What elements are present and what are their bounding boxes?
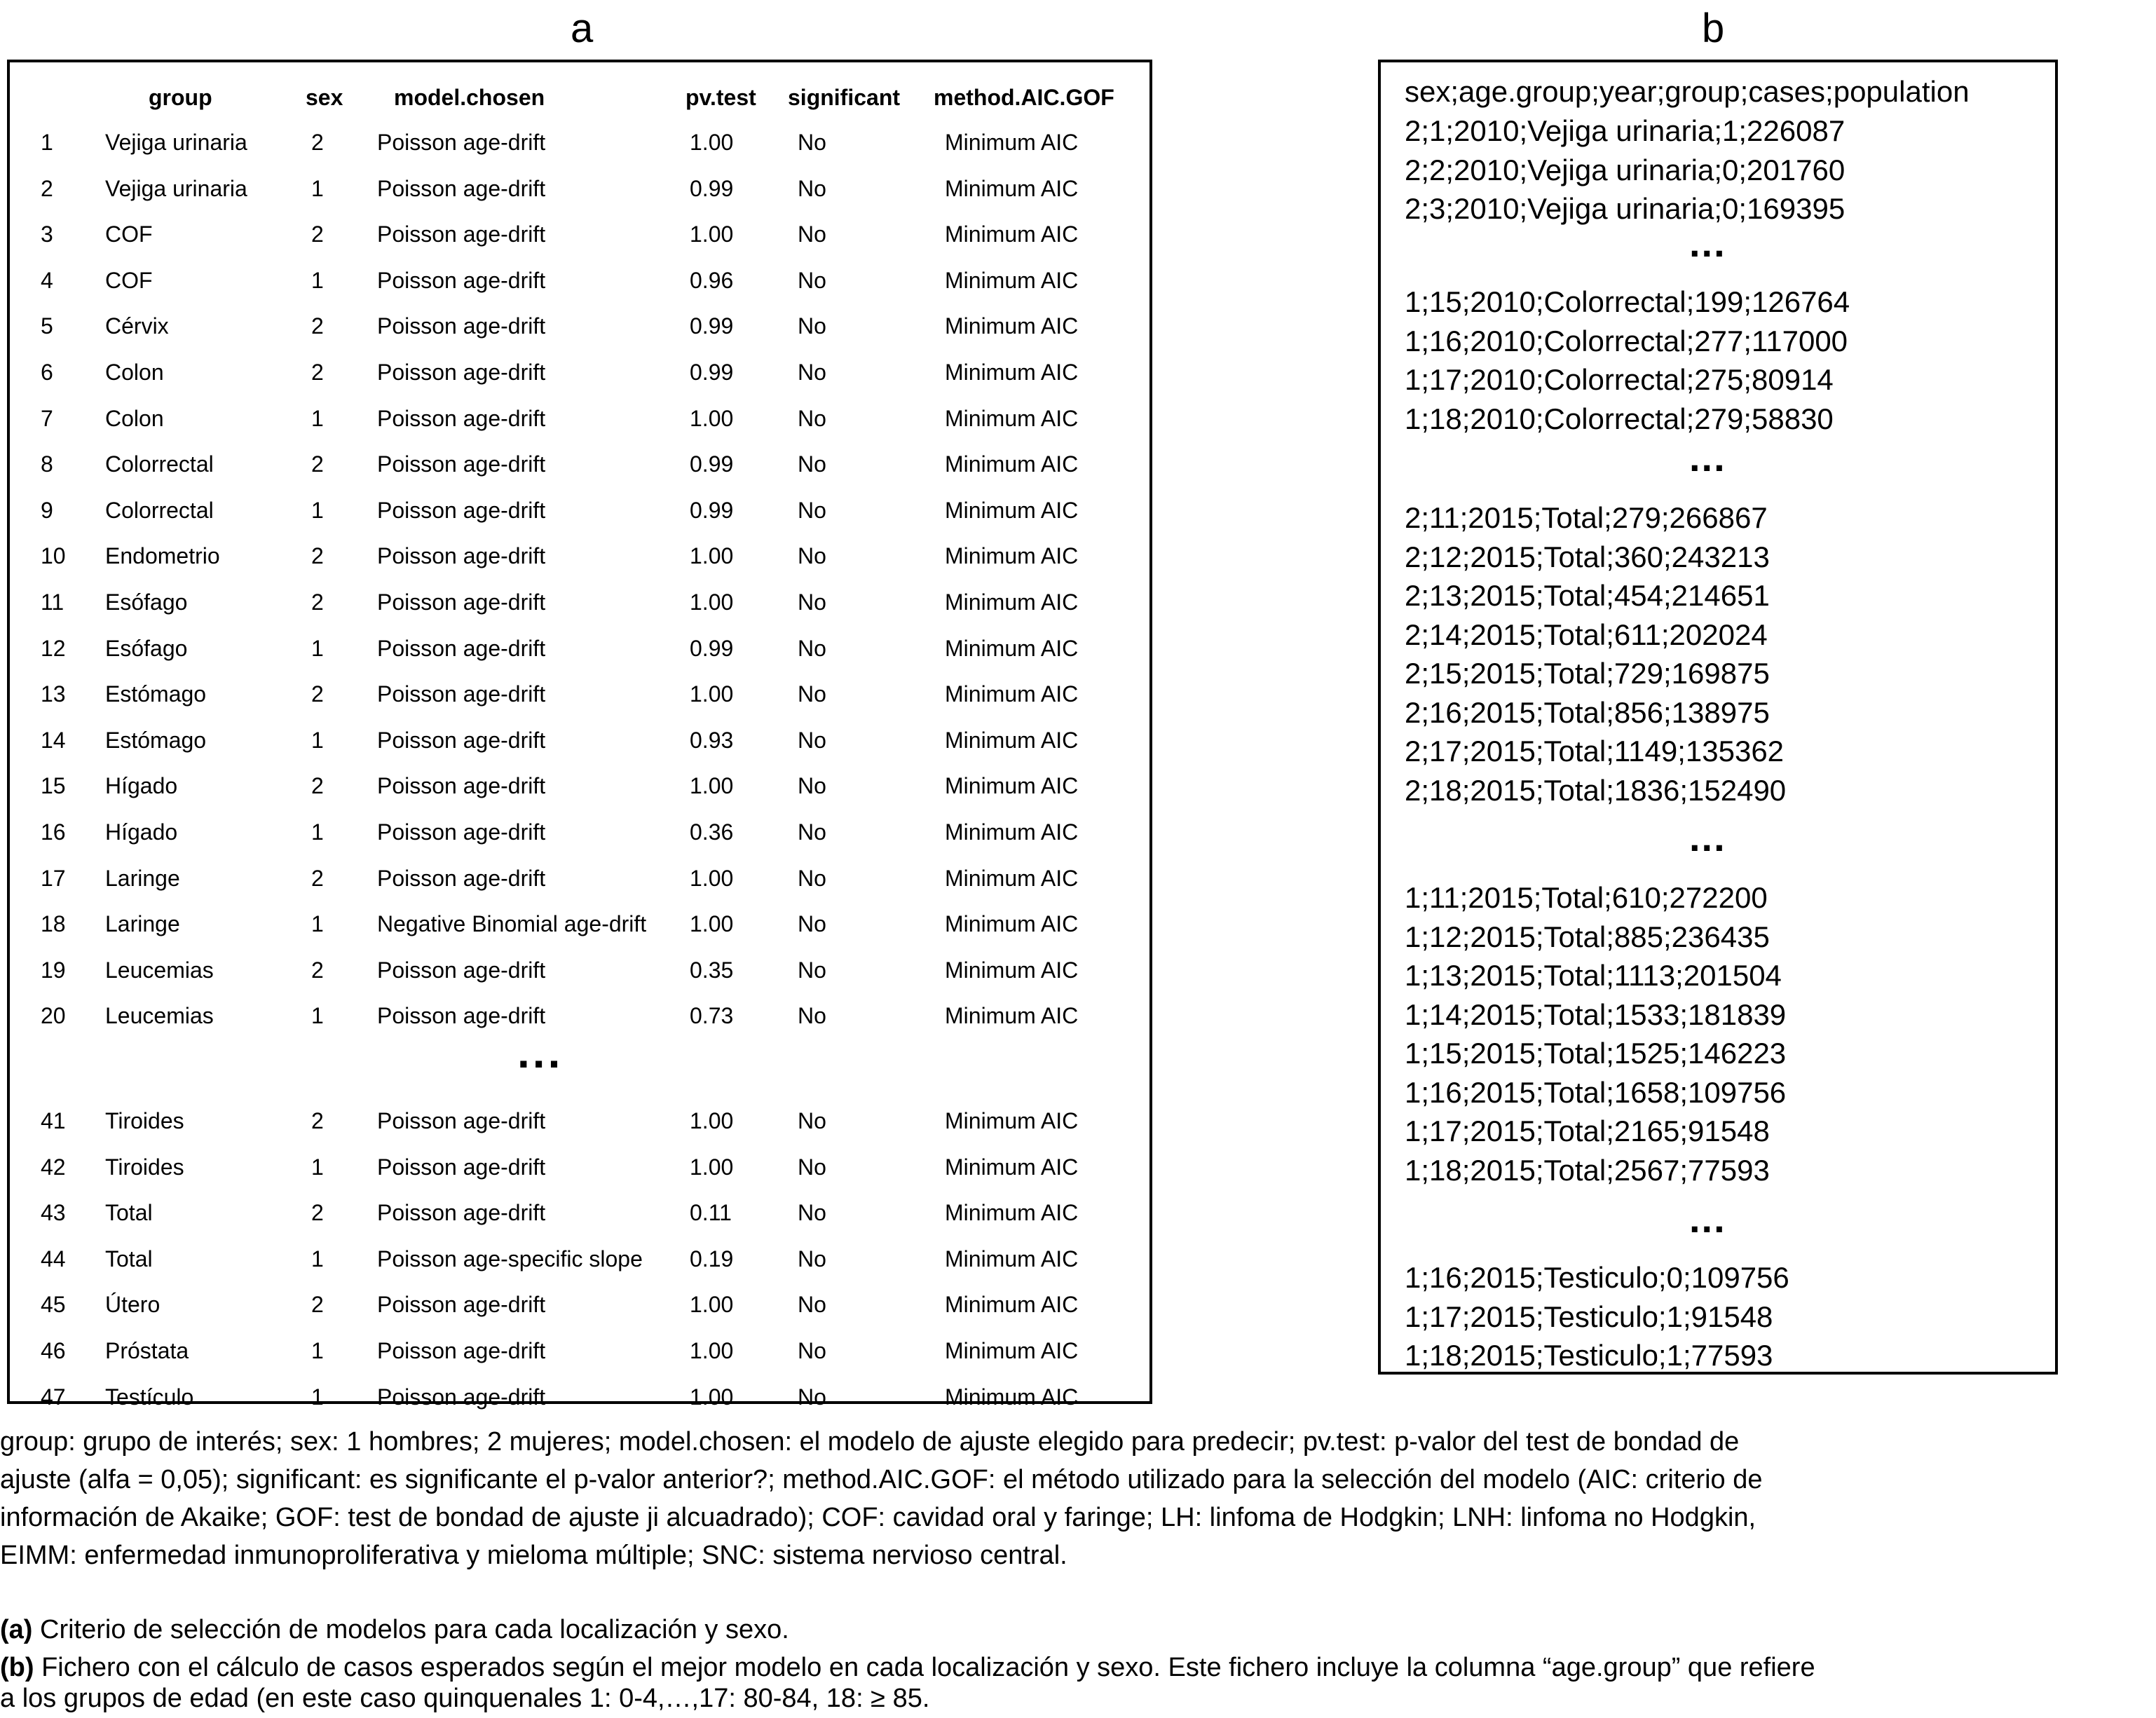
file-line: 1;16;2010;Colorrectal;277;117000 bbox=[1405, 324, 1848, 357]
row-index: 3 bbox=[41, 221, 53, 247]
file-line: 1;12;2015;Total;885;236435 bbox=[1405, 920, 1770, 953]
panel-a-letter: a bbox=[571, 6, 594, 51]
row-method: Minimum AIC bbox=[945, 727, 1079, 753]
row-group: Estómago bbox=[105, 727, 207, 753]
row-index: 45 bbox=[41, 1292, 66, 1318]
file-line: 1;17;2015;Total;2165;91548 bbox=[1405, 1114, 1770, 1147]
row-index: 5 bbox=[41, 313, 53, 339]
row-group: Vejiga urinaria bbox=[105, 130, 247, 155]
panel-a-table bbox=[7, 60, 1152, 1410]
row-index: 4 bbox=[41, 267, 53, 293]
row-significant: No bbox=[798, 1200, 826, 1226]
file-line: 1;11;2015;Total;610;272200 bbox=[1405, 881, 1768, 914]
row-group: Esófago bbox=[105, 635, 188, 661]
header-significant: significant bbox=[788, 85, 901, 110]
row-pvalue: 0.96 bbox=[690, 267, 734, 293]
table-ellipsis: ... bbox=[517, 1027, 564, 1077]
row-sex: 2 bbox=[311, 957, 324, 983]
file-header-line: sex;age.group;year;group;cases;population bbox=[1405, 75, 1970, 108]
row-significant: No bbox=[798, 221, 826, 247]
caption-a-label: (a) bbox=[0, 1615, 33, 1644]
row-sex: 2 bbox=[311, 221, 324, 247]
row-sex: 2 bbox=[311, 1108, 324, 1133]
row-model: Poisson age-drift bbox=[377, 1154, 546, 1180]
row-significant: No bbox=[798, 1003, 826, 1029]
row-group: COF bbox=[105, 221, 153, 247]
row-pvalue: 0.99 bbox=[690, 360, 734, 385]
row-pvalue: 0.99 bbox=[690, 313, 734, 339]
row-model: Poisson age-drift bbox=[377, 221, 546, 247]
table-row bbox=[10, 1145, 1149, 1189]
file-line: 2;18;2015;Total;1836;152490 bbox=[1405, 773, 1787, 807]
row-significant: No bbox=[798, 130, 826, 155]
panel-b-file bbox=[1378, 60, 2058, 1375]
caption-a bbox=[0, 1611, 2156, 1649]
row-significant: No bbox=[798, 957, 826, 983]
row-pvalue: 0.99 bbox=[690, 497, 734, 523]
table-header-row bbox=[10, 75, 1149, 120]
header-group: group bbox=[149, 85, 212, 110]
row-model: Poisson age-drift bbox=[377, 175, 546, 201]
row-significant: No bbox=[798, 267, 826, 293]
row-method: Minimum AIC bbox=[945, 1338, 1079, 1363]
row-significant: No bbox=[798, 1384, 826, 1410]
file-line: 2;14;2015;Total;611;202024 bbox=[1405, 618, 1768, 651]
file-line: 1;18;2010;Colorrectal;279;58830 bbox=[1405, 402, 1834, 435]
row-model: Poisson age-drift bbox=[377, 865, 546, 891]
row-group: Cérvix bbox=[105, 313, 169, 339]
row-model: Poisson age-drift bbox=[377, 681, 546, 707]
row-sex: 2 bbox=[311, 451, 324, 477]
row-pvalue: 0.35 bbox=[690, 957, 734, 983]
row-pvalue: 1.00 bbox=[690, 221, 734, 247]
table-row bbox=[10, 671, 1149, 716]
row-pvalue: 1.00 bbox=[690, 865, 734, 891]
row-method: Minimum AIC bbox=[945, 360, 1079, 385]
row-sex: 2 bbox=[311, 543, 324, 569]
file-ellipsis: ... bbox=[1689, 435, 1726, 479]
row-index: 13 bbox=[41, 681, 66, 707]
row-model: Poisson age-drift bbox=[377, 451, 546, 477]
row-method: Minimum AIC bbox=[945, 1108, 1079, 1133]
row-sex: 1 bbox=[311, 635, 324, 661]
row-pvalue: 1.00 bbox=[690, 1154, 734, 1180]
caption-b-text: Fichero con el cálculo de casos esperados según el mejor modelo en cada localización y sexo. Este fichero incluye la columna “age.group” que refiere bbox=[34, 1653, 1815, 1682]
row-model: Poisson age-drift bbox=[377, 1292, 546, 1318]
row-model: Poisson age-drift bbox=[377, 1200, 546, 1226]
file-line: 2;17;2015;Total;1149;135362 bbox=[1405, 735, 1785, 768]
row-sex: 2 bbox=[311, 313, 324, 339]
row-index: 18 bbox=[41, 911, 66, 937]
file-line: 2;13;2015;Total;454;214651 bbox=[1405, 579, 1770, 612]
file-line: 2;2;2010;Vejiga urinaria;0;201760 bbox=[1405, 153, 1845, 186]
table-row bbox=[10, 901, 1149, 946]
row-pvalue: 1.00 bbox=[690, 681, 734, 707]
table-row bbox=[10, 1328, 1149, 1373]
row-model: Poisson age-specific slope bbox=[377, 1246, 643, 1272]
row-sex: 1 bbox=[311, 1384, 324, 1410]
row-method: Minimum AIC bbox=[945, 313, 1079, 339]
row-sex: 1 bbox=[311, 497, 324, 523]
row-significant: No bbox=[798, 543, 826, 569]
row-group: Estómago bbox=[105, 681, 207, 707]
row-model: Poisson age-drift bbox=[377, 405, 546, 431]
row-method: Minimum AIC bbox=[945, 543, 1079, 569]
row-index: 10 bbox=[41, 543, 66, 569]
row-method: Minimum AIC bbox=[945, 589, 1079, 615]
row-model: Poisson age-drift bbox=[377, 1108, 546, 1133]
table-row bbox=[10, 1190, 1149, 1235]
row-method: Minimum AIC bbox=[945, 405, 1079, 431]
table-row bbox=[10, 1282, 1149, 1327]
row-significant: No bbox=[798, 405, 826, 431]
row-pvalue: 1.00 bbox=[690, 130, 734, 155]
table-row bbox=[10, 350, 1149, 395]
row-significant: No bbox=[798, 819, 826, 845]
row-index: 16 bbox=[41, 819, 66, 845]
row-method: Minimum AIC bbox=[945, 635, 1079, 661]
row-group: Próstata bbox=[105, 1338, 189, 1363]
row-group: COF bbox=[105, 267, 153, 293]
file-line: 2;16;2015;Total;856;138975 bbox=[1405, 695, 1770, 729]
file-line: 1;18;2015;Total;2567;77593 bbox=[1405, 1153, 1770, 1187]
row-group: Colon bbox=[105, 360, 164, 385]
row-index: 47 bbox=[41, 1384, 66, 1410]
table-row bbox=[10, 1236, 1149, 1281]
row-group: Hígado bbox=[105, 819, 178, 845]
row-pvalue: 0.73 bbox=[690, 1003, 734, 1029]
row-pvalue: 1.00 bbox=[690, 589, 734, 615]
row-model: Poisson age-drift bbox=[377, 773, 546, 799]
row-group: Total bbox=[105, 1200, 153, 1226]
row-pvalue: 1.00 bbox=[690, 911, 734, 937]
row-pvalue: 0.99 bbox=[690, 635, 734, 661]
row-method: Minimum AIC bbox=[945, 221, 1079, 247]
row-pvalue: 0.11 bbox=[690, 1200, 732, 1226]
row-pvalue: 1.00 bbox=[690, 1108, 734, 1133]
row-sex: 1 bbox=[311, 819, 324, 845]
row-model: Poisson age-drift bbox=[377, 1003, 546, 1029]
file-line: 2;1;2010;Vejiga urinaria;1;226087 bbox=[1405, 114, 1845, 147]
row-group: Vejiga urinaria bbox=[105, 175, 247, 201]
row-group: Laringe bbox=[105, 865, 180, 891]
row-group: Leucemias bbox=[105, 957, 214, 983]
row-group: Tiroides bbox=[105, 1108, 184, 1133]
row-significant: No bbox=[798, 1338, 826, 1363]
row-index: 7 bbox=[41, 405, 53, 431]
row-model: Poisson age-drift bbox=[377, 497, 546, 523]
table-row bbox=[10, 580, 1149, 625]
row-significant: No bbox=[798, 1292, 826, 1318]
row-group: Colorrectal bbox=[105, 497, 214, 523]
row-significant: No bbox=[798, 681, 826, 707]
row-model: Negative Binomial age-drift bbox=[377, 911, 647, 937]
row-significant: No bbox=[798, 727, 826, 753]
row-significant: No bbox=[798, 635, 826, 661]
panel-b-letter: b bbox=[1702, 6, 1725, 51]
row-pvalue: 1.00 bbox=[690, 543, 734, 569]
row-model: Poisson age-drift bbox=[377, 635, 546, 661]
table-row bbox=[10, 304, 1149, 348]
row-model: Poisson age-drift bbox=[377, 589, 546, 615]
caption-b-label: (b) bbox=[0, 1653, 34, 1682]
row-index: 42 bbox=[41, 1154, 66, 1180]
row-index: 14 bbox=[41, 727, 66, 753]
row-significant: No bbox=[798, 313, 826, 339]
row-sex: 2 bbox=[311, 360, 324, 385]
file-line: 2;15;2015;Total;729;169875 bbox=[1405, 657, 1770, 690]
row-method: Minimum AIC bbox=[945, 451, 1079, 477]
caption-legend-line: información de Akaike; GOF: test de bondad de ajuste ji alcuadrado); COF: cavidad oral y faringe; LH: linfoma de Hodgkin; LNH: linfoma no Hodgkin, bbox=[0, 1503, 1756, 1532]
row-method: Minimum AIC bbox=[945, 130, 1079, 155]
table-row bbox=[10, 948, 1149, 993]
row-group: Leucemias bbox=[105, 1003, 214, 1029]
file-line: 2;3;2010;Vejiga urinaria;0;169395 bbox=[1405, 192, 1845, 225]
row-model: Poisson age-drift bbox=[377, 957, 546, 983]
row-sex: 2 bbox=[311, 1292, 324, 1318]
row-method: Minimum AIC bbox=[945, 497, 1079, 523]
header-model: model.chosen bbox=[394, 85, 545, 110]
row-sex: 2 bbox=[311, 773, 324, 799]
table-row bbox=[10, 533, 1149, 578]
header-pv: pv.test bbox=[685, 85, 756, 110]
row-method: Minimum AIC bbox=[945, 819, 1079, 845]
row-method: Minimum AIC bbox=[945, 267, 1079, 293]
row-index: 9 bbox=[41, 497, 53, 523]
table-row bbox=[10, 1375, 1149, 1419]
row-group: Hígado bbox=[105, 773, 178, 799]
table-row bbox=[10, 810, 1149, 854]
row-index: 1 bbox=[41, 130, 53, 155]
row-pvalue: 0.99 bbox=[690, 451, 734, 477]
row-model: Poisson age-drift bbox=[377, 819, 546, 845]
file-line: 1;15;2015;Total;1525;146223 bbox=[1405, 1037, 1787, 1070]
row-pvalue: 1.00 bbox=[690, 405, 734, 431]
file-line: 1;18;2015;Testiculo;1;77593 bbox=[1405, 1339, 1773, 1372]
table-row bbox=[10, 396, 1149, 441]
row-model: Poisson age-drift bbox=[377, 1338, 546, 1363]
row-group: Tiroides bbox=[105, 1154, 184, 1180]
row-model: Poisson age-drift bbox=[377, 130, 546, 155]
table-row bbox=[10, 442, 1149, 486]
row-method: Minimum AIC bbox=[945, 957, 1079, 983]
row-method: Minimum AIC bbox=[945, 1200, 1079, 1226]
row-pvalue: 0.36 bbox=[690, 819, 734, 845]
row-group: Endometrio bbox=[105, 543, 220, 569]
table-row bbox=[10, 166, 1149, 211]
row-significant: No bbox=[798, 360, 826, 385]
row-significant: No bbox=[798, 451, 826, 477]
caption-legend-line: EIMM: enfermedad inmunoproliferativa y mieloma múltiple; SNC: sistema nervioso central. bbox=[0, 1541, 1067, 1570]
row-model: Poisson age-drift bbox=[377, 727, 546, 753]
file-ellipsis: ... bbox=[1689, 815, 1726, 859]
row-group: Colon bbox=[105, 405, 164, 431]
row-sex: 2 bbox=[311, 130, 324, 155]
row-group: Esófago bbox=[105, 589, 188, 615]
file-ellipsis: ... bbox=[1689, 1197, 1726, 1241]
row-sex: 1 bbox=[311, 1154, 324, 1180]
row-group: Útero bbox=[105, 1292, 161, 1318]
row-sex: 2 bbox=[311, 681, 324, 707]
row-method: Minimum AIC bbox=[945, 1292, 1079, 1318]
row-significant: No bbox=[798, 911, 826, 937]
row-method: Minimum AIC bbox=[945, 911, 1079, 937]
table-row bbox=[10, 120, 1149, 165]
table-row bbox=[10, 856, 1149, 901]
header-sex: sex bbox=[306, 85, 343, 110]
table-row bbox=[10, 1098, 1149, 1143]
file-line: 1;13;2015;Total;1113;201504 bbox=[1405, 959, 1782, 992]
row-index: 19 bbox=[41, 957, 66, 983]
row-sex: 1 bbox=[311, 1003, 324, 1029]
file-line: 2;11;2015;Total;279;266867 bbox=[1405, 501, 1768, 534]
row-index: 6 bbox=[41, 360, 53, 385]
row-significant: No bbox=[798, 1246, 826, 1272]
row-group: Testículo bbox=[105, 1384, 194, 1410]
caption-legend-line: group: grupo de interés; sex: 1 hombres; 2 mujeres; model.chosen: el modelo de ajuste elegido para predecir; pv.test: p-valor del test de bondad de bbox=[0, 1427, 1740, 1457]
row-index: 17 bbox=[41, 865, 66, 891]
row-group: Colorrectal bbox=[105, 451, 214, 477]
file-ellipsis: ... bbox=[1689, 221, 1726, 265]
row-pvalue: 0.93 bbox=[690, 727, 734, 753]
row-significant: No bbox=[798, 865, 826, 891]
file-line: 2;12;2015;Total;360;243213 bbox=[1405, 540, 1770, 573]
row-sex: 1 bbox=[311, 911, 324, 937]
row-index: 41 bbox=[41, 1108, 66, 1133]
table-row bbox=[10, 993, 1149, 1038]
row-method: Minimum AIC bbox=[945, 1003, 1079, 1029]
row-group: Laringe bbox=[105, 911, 180, 937]
row-method: Minimum AIC bbox=[945, 1154, 1079, 1180]
row-sex: 1 bbox=[311, 405, 324, 431]
caption-legend-line: ajuste (alfa = 0,05); significant: es significante el p-valor anterior?; method.AIC.GOF: el método utilizado para la selección del modelo (AIC: criterio de bbox=[0, 1465, 1763, 1494]
row-index: 44 bbox=[41, 1246, 66, 1272]
row-model: Poisson age-drift bbox=[377, 267, 546, 293]
row-method: Minimum AIC bbox=[945, 865, 1079, 891]
row-pvalue: 1.00 bbox=[690, 773, 734, 799]
file-line: 1;16;2015;Total;1658;109756 bbox=[1405, 1075, 1787, 1109]
row-method: Minimum AIC bbox=[945, 773, 1079, 799]
table-row bbox=[10, 626, 1149, 671]
row-pvalue: 1.00 bbox=[690, 1338, 734, 1363]
row-pvalue: 0.19 bbox=[690, 1246, 734, 1272]
row-sex: 1 bbox=[311, 1338, 324, 1363]
row-pvalue: 0.99 bbox=[690, 175, 734, 201]
row-index: 46 bbox=[41, 1338, 66, 1363]
row-method: Minimum AIC bbox=[945, 681, 1079, 707]
row-index: 12 bbox=[41, 635, 66, 661]
file-line: 1;14;2015;Total;1533;181839 bbox=[1405, 997, 1787, 1031]
row-sex: 2 bbox=[311, 1200, 324, 1226]
row-model: Poisson age-drift bbox=[377, 313, 546, 339]
header-method: method.AIC.GOF bbox=[934, 85, 1114, 110]
row-pvalue: 1.00 bbox=[690, 1384, 734, 1410]
row-method: Minimum AIC bbox=[945, 175, 1079, 201]
row-index: 15 bbox=[41, 773, 66, 799]
row-significant: No bbox=[798, 589, 826, 615]
row-significant: No bbox=[798, 773, 826, 799]
row-index: 8 bbox=[41, 451, 53, 477]
row-significant: No bbox=[798, 175, 826, 201]
table-row bbox=[10, 258, 1149, 303]
caption-b-continued: a los grupos de edad (en este caso quinquenales 1: 0-4,…,17: 80-84, 18: ≥ 85. bbox=[0, 1684, 930, 1713]
file-line: 1;15;2010;Colorrectal;199;126764 bbox=[1405, 285, 1850, 318]
row-model: Poisson age-drift bbox=[377, 360, 546, 385]
table-row bbox=[10, 763, 1149, 808]
row-significant: No bbox=[798, 497, 826, 523]
table-row bbox=[10, 212, 1149, 257]
row-significant: No bbox=[798, 1108, 826, 1133]
row-method: Minimum AIC bbox=[945, 1246, 1079, 1272]
table-row bbox=[10, 718, 1149, 763]
row-model: Poisson age-drift bbox=[377, 1384, 546, 1410]
row-sex: 2 bbox=[311, 865, 324, 891]
row-sex: 1 bbox=[311, 175, 324, 201]
row-index: 2 bbox=[41, 175, 53, 201]
file-line: 1;16;2015;Testiculo;0;109756 bbox=[1405, 1261, 1789, 1294]
row-significant: No bbox=[798, 1154, 826, 1180]
row-index: 11 bbox=[41, 589, 64, 615]
row-index: 43 bbox=[41, 1200, 66, 1226]
row-index: 20 bbox=[41, 1003, 66, 1029]
row-pvalue: 1.00 bbox=[690, 1292, 734, 1318]
table-row bbox=[10, 488, 1149, 533]
row-sex: 1 bbox=[311, 1246, 324, 1272]
row-method: Minimum AIC bbox=[945, 1384, 1079, 1410]
file-line: 1;17;2010;Colorrectal;275;80914 bbox=[1405, 363, 1834, 396]
row-sex: 2 bbox=[311, 589, 324, 615]
caption-a-text: Criterio de selección de modelos para cada localización y sexo. bbox=[32, 1615, 789, 1644]
row-model: Poisson age-drift bbox=[377, 543, 546, 569]
row-sex: 1 bbox=[311, 267, 324, 293]
file-line: 1;17;2015;Testiculo;1;91548 bbox=[1405, 1300, 1773, 1333]
row-sex: 1 bbox=[311, 727, 324, 753]
row-group: Total bbox=[105, 1246, 153, 1272]
